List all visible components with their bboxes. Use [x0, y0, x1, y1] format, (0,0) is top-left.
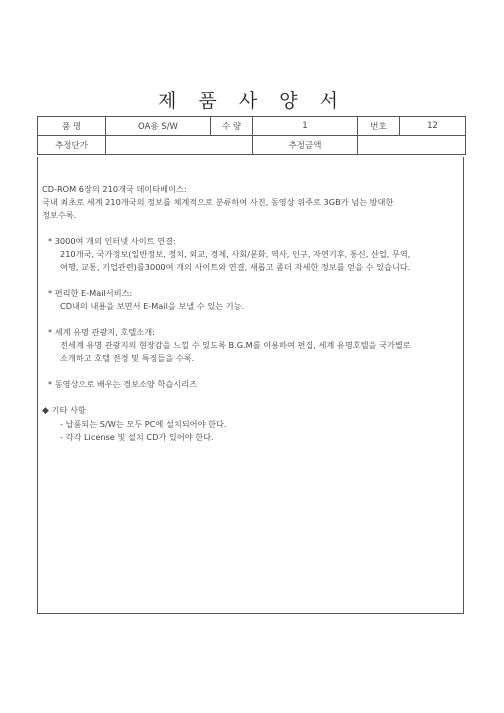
- table-row: [38, 117, 466, 136]
- unit-price-value: [106, 136, 253, 155]
- other-item: - 납품되는 S/W는 모두 PC에 설치되어야 한다.: [60, 419, 227, 429]
- number-label: 번호: [358, 117, 400, 136]
- bullet-text: 여행, 교통, 기업관련)를3000여 개의 사이트와 연결, 새롭고 좀더 자세한 정보를 얻을 수 있습니다.: [60, 262, 411, 272]
- intro-line: CD-ROM 6장의 210개국 데이타베이스:: [42, 184, 187, 194]
- other-heading: [42, 404, 460, 418]
- bullet-title: * 편리한 E-Mail서비스:: [48, 288, 133, 298]
- document-title: 제 품 사 양 서: [158, 90, 346, 112]
- product-name-value: OA용 S/W: [106, 117, 211, 136]
- other-title: 기타 사항: [51, 405, 86, 415]
- intro-line: 정보수록.: [42, 210, 77, 220]
- table-row: [38, 136, 466, 155]
- number-value: 12: [400, 117, 466, 136]
- bullet-text: 소개하고 호텔 전경 및 특징들을 수록.: [60, 353, 195, 363]
- content-body: [42, 183, 460, 444]
- amount-value: [358, 136, 466, 155]
- bullet-title: * 3000여 개의 인터넷 사이트 연결:: [48, 236, 176, 246]
- bullet-title: * 세계 유명 관광지, 호텔소개:: [48, 327, 155, 337]
- product-name-label: 품 명: [38, 117, 106, 136]
- quantity-value: 1: [253, 117, 358, 136]
- unit-price-label: 추정단가: [38, 136, 106, 155]
- bullet-title: * 동영상으로 배우는 경보소양 학습시리즈: [48, 379, 197, 389]
- bullet-text: 전세계 유명 관광지의 현장감을 느낄 수 있도록 B.G.M를 이용하여 편집, 세계 유명호텔을 국가별로: [60, 340, 411, 350]
- bullet-text: CD내의 내용을 보면서 E-Mail을 보낼 수 있는 기능.: [60, 301, 245, 311]
- spec-table: [37, 116, 466, 155]
- bullet-text: 210개국, 국가정보(일반정보, 정치, 외교, 경제, 사회/문화, 역사, 인구, 자연기후, 통신, 산업, 무역,: [60, 249, 411, 259]
- intro-line: 국내 최초로 세계 210개국의 정보를 체계적으로 분류하여 사진, 동영상 위주로 3GB가 넘는 방대한: [42, 197, 394, 207]
- quantity-label: 수 량: [211, 117, 253, 136]
- diamond-bullet-icon: ◆: [42, 406, 49, 416]
- amount-label: 추정금액: [253, 136, 358, 155]
- other-item: - 각각 License 및 설치 CD가 있어야 한다.: [60, 432, 214, 442]
